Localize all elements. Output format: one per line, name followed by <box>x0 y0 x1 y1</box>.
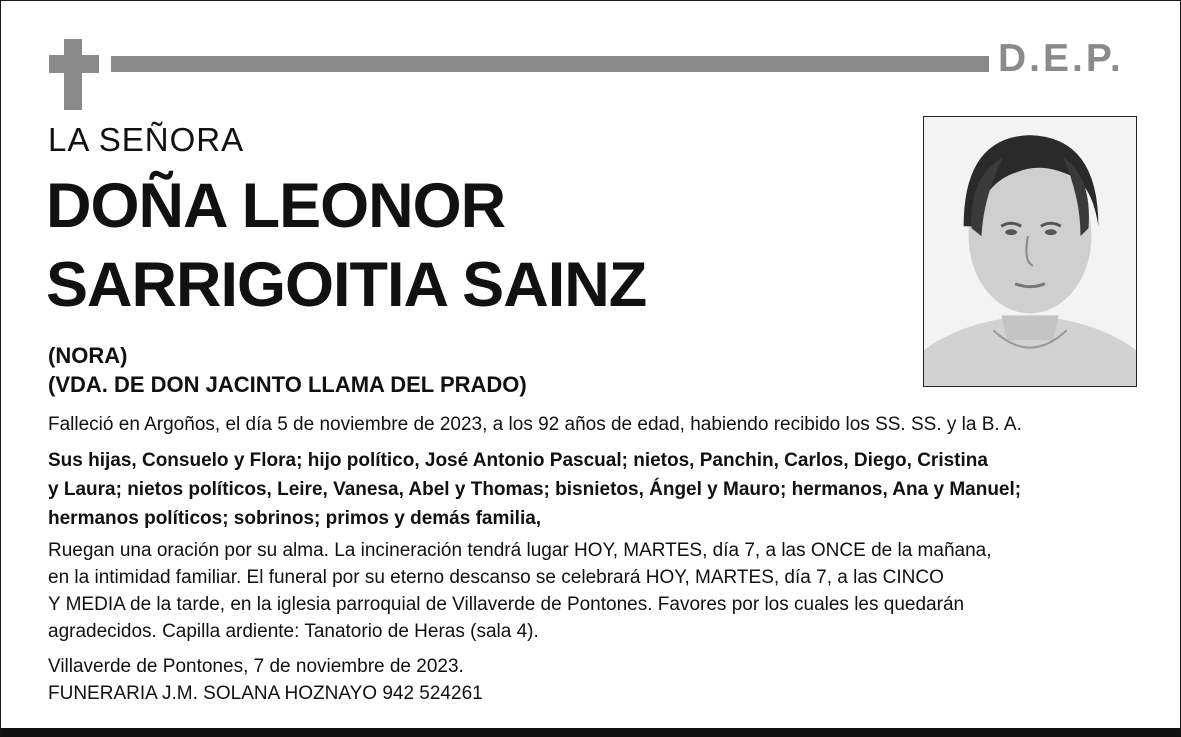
portrait-illustration <box>924 117 1136 386</box>
cross-vertical-bar <box>64 39 82 110</box>
honorific: LA SEÑORA <box>48 121 245 158</box>
family-line: hermanos políticos; sobrinos; primos y demás familia, <box>48 508 542 529</box>
family-line: Sus hijas, Consuelo y Flora; hijo político, José Antonio Pascual; nietos, Panchin, Carlos, Diego, Cristina <box>48 450 988 471</box>
funeral-home: FUNERARIA J.M. SOLANA HOZNAYO 942 524261 <box>48 683 483 704</box>
family-line: y Laura; nietos políticos, Leire, Vanesa, Abel y Thomas; bisnietos, Ángel y Mauro; hermanos, Ana y Manuel; <box>48 479 1022 500</box>
nickname: (NORA) <box>48 343 128 368</box>
widow-of: (VDA. DE DON JACINTO LLAMA DEL PRADO) <box>48 372 527 397</box>
portrait-photo <box>923 116 1137 387</box>
place-date: Villaverde de Pontones, 7 de noviembre de 2023. <box>48 656 464 677</box>
ceremony-line: en la intimidad familiar. El funeral por su eterno descanso se celebrará HOY, MARTES, día 7, a las CINCO <box>48 567 944 588</box>
death-notice: Falleció en Argoños, el día 5 de noviembre de 2023, a los 92 años de edad, habiendo recibido los SS. SS. y la B. A. <box>48 414 1022 435</box>
ceremony-line: Y MEDIA de la tarde, en la iglesia parroquial de Villaverde de Pontones. Favores por los cuales les quedarán <box>48 594 965 615</box>
dep-label: D.E.P. <box>998 37 1124 80</box>
deceased-name-line-2: SARRIGOITIA SAINZ <box>46 250 647 320</box>
alias-block <box>48 341 527 399</box>
header-rule <box>111 56 989 72</box>
ceremony-line: Ruegan una oración por su alma. La incineración tendrá lugar HOY, MARTES, día 7, a las ONCE de la mañana, <box>48 540 992 561</box>
ceremony-line: agradecidos. Capilla ardiente: Tanatorio de Heras (sala 4). <box>48 621 539 642</box>
cross-horizontal-bar <box>49 55 99 73</box>
deceased-name-line-1: DOÑA LEONOR <box>46 171 506 241</box>
